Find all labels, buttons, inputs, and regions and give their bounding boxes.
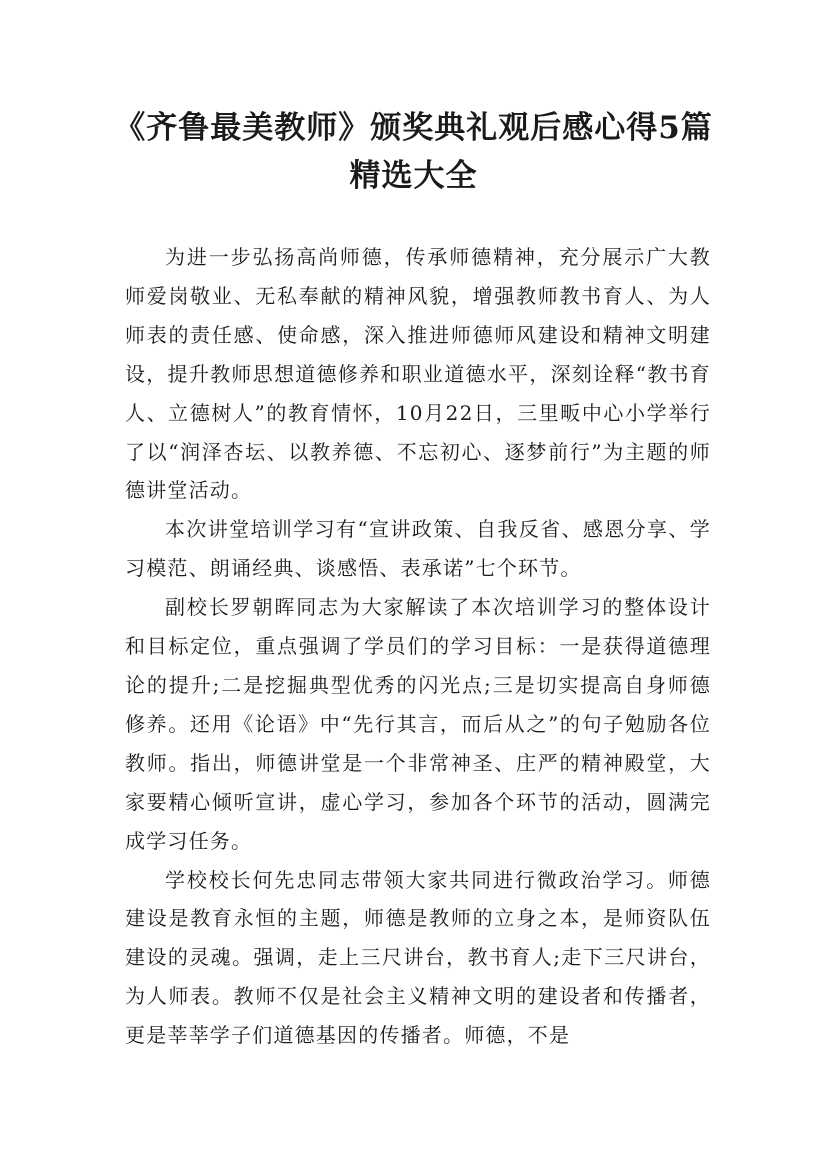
paragraph-1: 为进一步弘扬高尚师德，传承师德精神，充分展示广大教师爱岗敬业、无私奉献的精神风貌，增强教师教书育人、为人师表的责任感、使命感，深入推进师德师风建设和精神文明建设，提升教师思想道德修养和职业道德水平，深刻诠释“教书育人、立德树人”的教育情怀，10月22日，三里畈中心小学举行了以“润泽杏坛、以教养德、不忘初心、逐梦前行”为主题的师德讲堂活动。 <box>125 245 711 503</box>
document-body <box>125 238 711 1055</box>
paragraph-2: 本次讲堂培训学习有“宣讲政策、自我反省、感恩分享、学习模范、朗诵经典、谈感悟、表承诺”七个环节。 <box>125 517 711 581</box>
paragraph-4: 学校校长何先忠同志带领大家共同进行微政治学习。师德建设是教育永恒的主题，师德是教师的立身之本，是师资队伍建设的灵魂。强调，走上三尺讲台，教书育人;走下三尺讲台，为人师表。教师不仅是社会主义精神文明的建设者和传播者，更是莘莘学子们道德基因的传播者。师德，不是 <box>125 867 711 1048</box>
paragraph-3: 副校长罗朝晖同志为大家解读了本次培训学习的整体设计和目标定位，重点强调了学员们的学习目标：一是获得道德理论的提升;二是挖掘典型优秀的闪光点;三是切实提高自身师德修养。还用《论语》中“先行其言，而后从之”的句子勉励各位教师。指出，师德讲堂是一个非常神圣、庄严的精神殿堂，大家要精心倾听宣讲，虚心学习，参加各个环节的活动，圆满完成学习任务。 <box>125 595 711 853</box>
document-title: 《齐鲁最美教师》颁奖典礼观后感心得5篇精选大全 <box>114 110 713 194</box>
